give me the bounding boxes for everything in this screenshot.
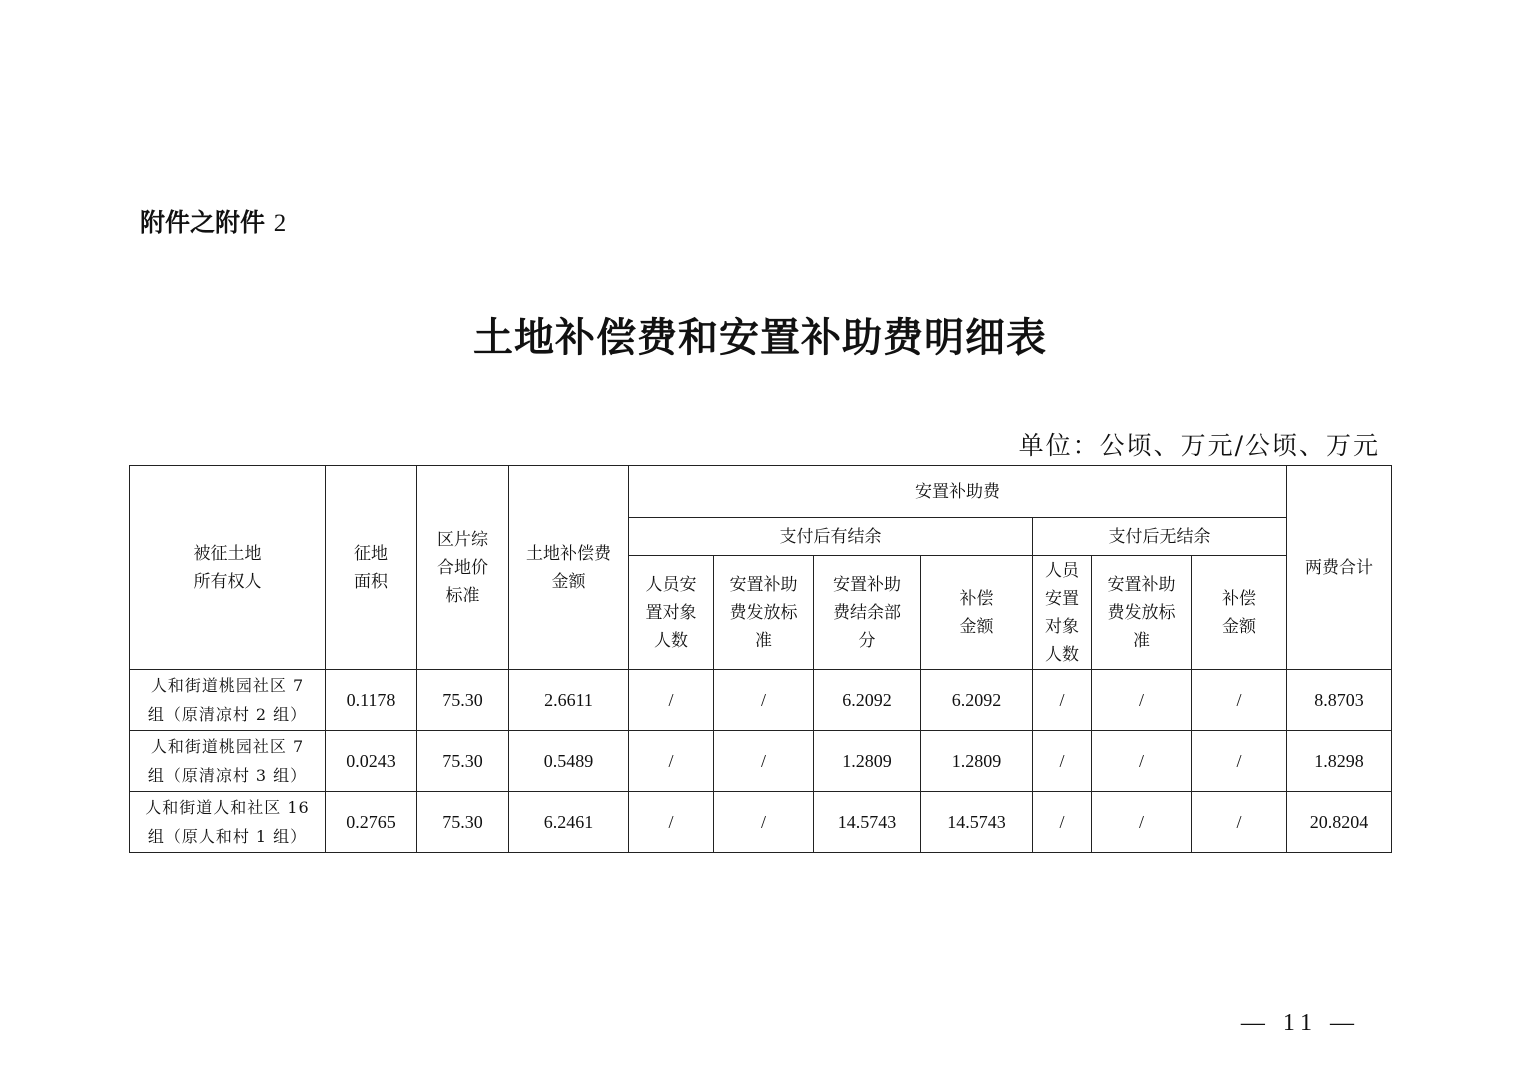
header-with-balance: 支付后有结余 bbox=[629, 518, 1033, 556]
cell-a-balance: 6.2092 bbox=[814, 670, 921, 731]
cell-owner: 人和街道人和社区 16 组（原人和村 1 组） bbox=[130, 792, 326, 853]
cell-b-standard: / bbox=[1092, 792, 1192, 853]
cell-total: 1.8298 bbox=[1287, 731, 1392, 792]
header-b-amount: 补偿 金额 bbox=[1192, 556, 1287, 670]
header-without-balance: 支付后无结余 bbox=[1033, 518, 1287, 556]
cell-area: 0.2765 bbox=[326, 792, 417, 853]
cell-land-comp: 0.5489 bbox=[509, 731, 629, 792]
cell-a-amount: 14.5743 bbox=[921, 792, 1033, 853]
attachment-number: 2 bbox=[273, 210, 287, 237]
table-row bbox=[130, 731, 1392, 792]
cell-a-amount: 6.2092 bbox=[921, 670, 1033, 731]
table-row bbox=[130, 792, 1392, 853]
cell-a-standard: / bbox=[714, 731, 814, 792]
header-resettlement: 安置补助费 bbox=[629, 466, 1287, 518]
cell-area: 0.1178 bbox=[326, 670, 417, 731]
cell-b-persons: / bbox=[1033, 731, 1092, 792]
document-title: 土地补偿费和安置补助费明细表 bbox=[473, 314, 1047, 361]
cell-a-persons: / bbox=[629, 792, 714, 853]
cell-owner: 人和街道桃园社区 7 组（原清凉村 2 组） bbox=[130, 670, 326, 731]
cell-a-persons: / bbox=[629, 670, 714, 731]
cell-b-persons: / bbox=[1033, 792, 1092, 853]
cell-total: 8.8703 bbox=[1287, 670, 1392, 731]
cell-a-standard: / bbox=[714, 670, 814, 731]
cell-price: 75.30 bbox=[417, 731, 509, 792]
cell-b-persons: / bbox=[1033, 670, 1092, 731]
cell-a-standard: / bbox=[714, 792, 814, 853]
cell-price: 75.30 bbox=[417, 670, 509, 731]
unit-note: 单位：公顷、万元/公顷、万元 bbox=[1018, 431, 1380, 460]
cell-area: 0.0243 bbox=[326, 731, 417, 792]
cell-b-amount: / bbox=[1192, 731, 1287, 792]
compensation-detail-table bbox=[129, 465, 1392, 853]
header-b-persons: 人员 安置 对象 人数 bbox=[1033, 556, 1092, 670]
cell-total: 20.8204 bbox=[1287, 792, 1392, 853]
cell-land-comp: 6.2461 bbox=[509, 792, 629, 853]
cell-a-balance: 1.2809 bbox=[814, 731, 921, 792]
cell-b-standard: / bbox=[1092, 670, 1192, 731]
cell-b-standard: / bbox=[1092, 731, 1192, 792]
header-a-amount: 补偿 金额 bbox=[921, 556, 1033, 670]
header-a-standard: 安置补助 费发放标 准 bbox=[714, 556, 814, 670]
cell-land-comp: 2.6611 bbox=[509, 670, 629, 731]
cell-a-amount: 1.2809 bbox=[921, 731, 1033, 792]
header-total: 两费合计 bbox=[1287, 466, 1392, 670]
header-a-balance: 安置补助 费结余部 分 bbox=[814, 556, 921, 670]
cell-a-persons: / bbox=[629, 731, 714, 792]
header-a-persons: 人员安 置对象 人数 bbox=[629, 556, 714, 670]
cell-b-amount: / bbox=[1192, 670, 1287, 731]
attachment-label bbox=[140, 203, 286, 239]
header-owner: 被征土地 所有权人 bbox=[130, 466, 326, 670]
cell-a-balance: 14.5743 bbox=[814, 792, 921, 853]
cell-b-amount: / bbox=[1192, 792, 1287, 853]
table-row bbox=[130, 670, 1392, 731]
header-b-standard: 安置补助 费发放标 准 bbox=[1092, 556, 1192, 670]
header-price-standard: 区片综 合地价 标准 bbox=[417, 466, 509, 670]
attachment-label-text: 附件之附件 bbox=[140, 208, 266, 237]
header-land-compensation: 土地补偿费 金额 bbox=[509, 466, 629, 670]
header-area: 征地 面积 bbox=[326, 466, 417, 670]
cell-price: 75.30 bbox=[417, 792, 509, 853]
cell-owner: 人和街道桃园社区 7 组（原清凉村 3 组） bbox=[130, 731, 326, 792]
page-number: — 11 — bbox=[1240, 1010, 1360, 1036]
